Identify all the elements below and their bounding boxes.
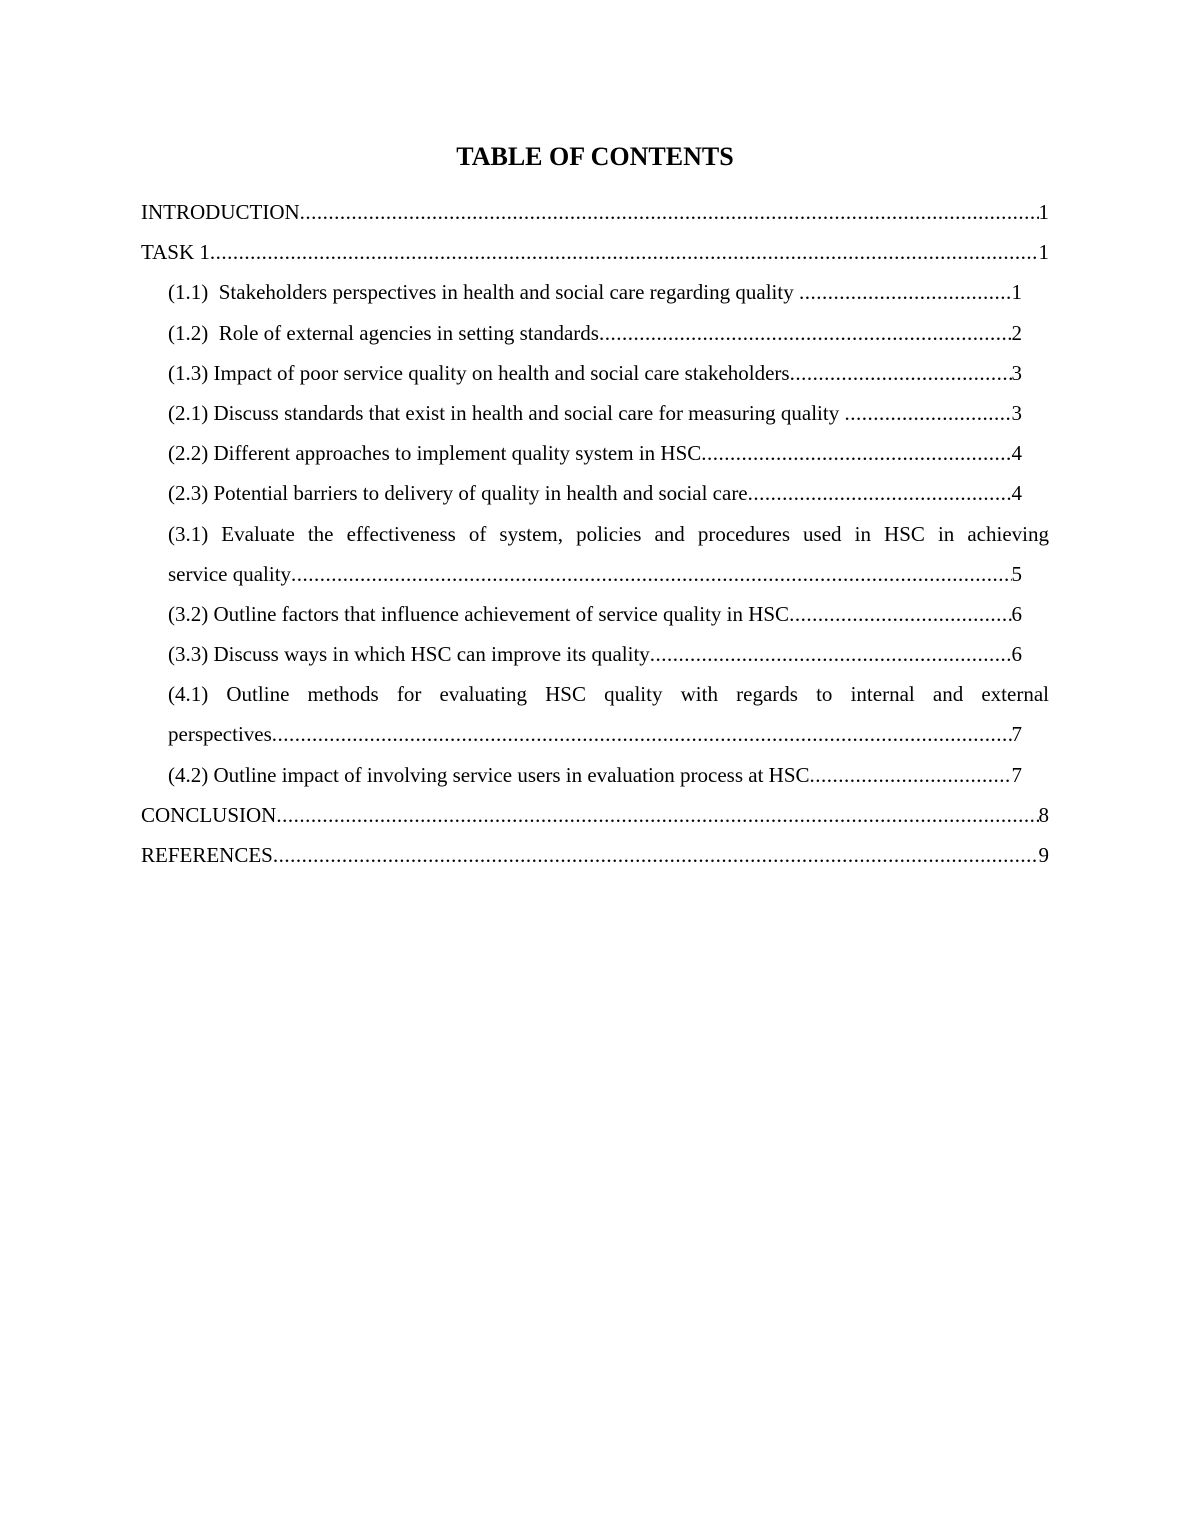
dot-leader	[844, 393, 1011, 433]
toc-entry-label: (4.2) Outline impact of involving service users in evaluation process at HSC	[168, 762, 810, 787]
toc-entry-references[interactable]	[141, 835, 1049, 875]
toc-entry-2-2[interactable]	[168, 433, 1022, 473]
dot-leader	[701, 433, 1011, 473]
dot-leader	[273, 835, 1039, 875]
toc-page-number: 7	[1011, 762, 1022, 787]
dot-leader	[291, 554, 1011, 594]
toc-page-number: 1	[1038, 240, 1049, 265]
toc-entry-label-line2: perspectives	[168, 722, 272, 747]
toc-page-number: 8	[1038, 802, 1049, 827]
toc-entry-label: (1.1) Stakeholders perspectives in health and social care regarding quality	[168, 280, 799, 305]
toc-entry-3-1[interactable]	[168, 514, 1049, 594]
toc-entry-label: CONCLUSION	[141, 802, 277, 827]
dot-leader	[300, 192, 1039, 232]
toc-entry-4-2[interactable]	[168, 755, 1022, 795]
toc-entry-1-2[interactable]	[168, 313, 1022, 353]
toc-page-number: 4	[1011, 481, 1022, 506]
toc-list	[0, 192, 1190, 875]
toc-entry-conclusion[interactable]	[141, 795, 1049, 835]
toc-page-number: 3	[1011, 360, 1022, 385]
toc-page-number: 2	[1011, 320, 1022, 345]
toc-page-number: 6	[1011, 601, 1022, 626]
toc-page-number: 5	[1011, 561, 1022, 586]
dot-leader	[210, 232, 1039, 272]
toc-entry-label-line2: service quality	[168, 561, 292, 586]
dot-leader	[789, 594, 1011, 634]
toc-entry-label-line1: (3.1) Evaluate the effectiveness of system, policies and procedures used in HSC in achieving	[168, 521, 1049, 546]
toc-entry-label-line1: (4.1) Outline methods for evaluating HSC quality with regards to internal and external	[168, 682, 1049, 707]
toc-entry-label: TASK 1	[141, 240, 210, 265]
toc-entry-label: (2.3) Potential barriers to delivery of quality in health and social care	[168, 481, 748, 506]
toc-entry-2-1[interactable]	[168, 393, 1022, 433]
dot-leader	[650, 634, 1012, 674]
toc-page-number: 4	[1011, 441, 1022, 466]
dot-leader	[799, 272, 1012, 312]
toc-entry-2-3[interactable]	[168, 473, 1022, 513]
dot-leader	[272, 714, 1012, 754]
toc-entry-task-1[interactable]	[141, 232, 1049, 272]
toc-entry-label: INTRODUCTION	[141, 200, 300, 224]
toc-entry-label: (1.2) Role of external agencies in setting standards	[168, 320, 599, 345]
toc-entry-label: REFERENCES	[141, 843, 273, 868]
toc-entry-label: (2.1) Discuss standards that exist in health and social care for measuring quality	[168, 400, 845, 425]
toc-entry-label: (1.3) Impact of poor service quality on health and social care stakeholders	[168, 360, 790, 385]
dot-leader	[810, 755, 1012, 795]
toc-entry-label: (3.2) Outline factors that influence achievement of service quality in HSC	[168, 601, 790, 626]
dot-leader	[276, 795, 1038, 835]
toc-entry-3-2[interactable]	[168, 594, 1022, 634]
toc-page-number: 7	[1011, 722, 1022, 747]
toc-entry-label: (3.3) Discuss ways in which HSC can improve its quality	[168, 642, 650, 667]
toc-entry-introduction[interactable]	[141, 192, 1049, 232]
toc-entry-1-3[interactable]	[168, 353, 1022, 393]
toc-entry-1-1[interactable]	[168, 272, 1022, 312]
dot-leader	[748, 473, 1012, 513]
toc-entry-label: (2.2) Different approaches to implement quality system in HSC	[168, 441, 702, 466]
toc-entry-3-3[interactable]	[168, 634, 1022, 674]
dot-leader	[599, 313, 1012, 353]
toc-page-number: 9	[1038, 843, 1049, 868]
toc-page-number: 1	[1011, 280, 1022, 305]
toc-page-number: 1	[1038, 200, 1049, 224]
toc-entry-4-1[interactable]	[168, 674, 1049, 754]
toc-page-number: 3	[1011, 400, 1022, 425]
toc-title: TABLE OF CONTENTS	[456, 142, 734, 171]
toc-page-number: 6	[1011, 642, 1022, 667]
dot-leader	[790, 353, 1012, 393]
